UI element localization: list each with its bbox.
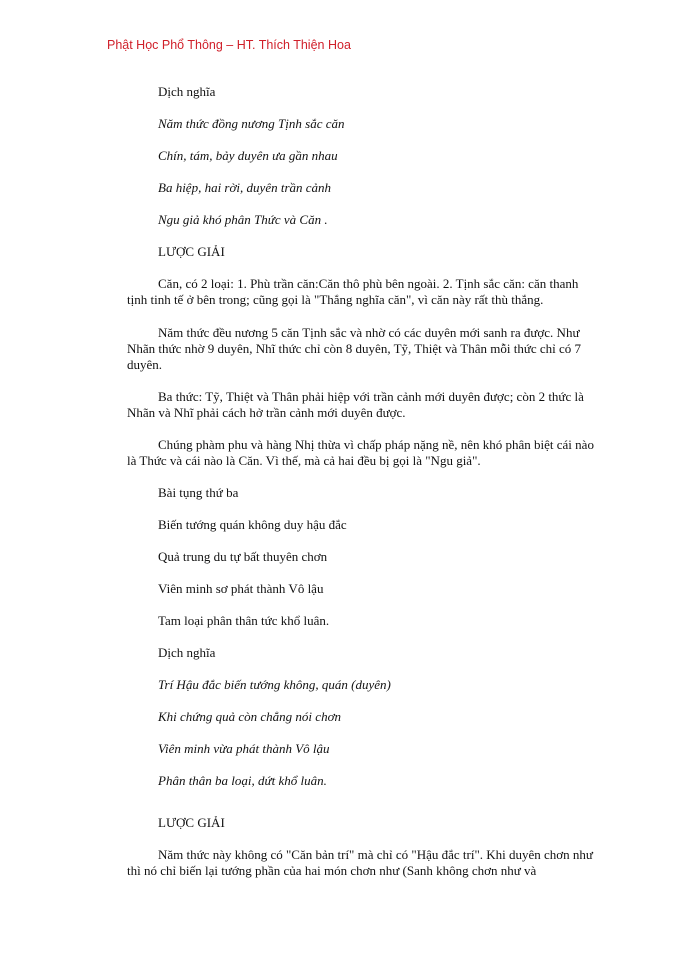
verse-line: Viên minh sơ phát thành Vô lậu [158, 581, 324, 596]
verse-line: Phân thân ba loại, dứt khổ luân. [158, 773, 327, 788]
commentary-paragraph: Năm thức này không có "Căn bản trí" mà chỉ có "Hậu đắc trí". Khi duyên chơn như thì nó chỉ biến lại tướng phần của hai món chơn như (Sanh không chơn như và [127, 847, 593, 878]
commentary-heading: LƯỢC GIẢI [158, 815, 225, 830]
section-heading: Dịch nghĩa [158, 84, 216, 99]
running-header: Phật Học Phổ Thông – HT. Thích Thiện Hoa [107, 38, 351, 52]
verse-line: Ba hiệp, hai rời, duyên trần cảnh [158, 180, 332, 195]
verse-line: Trí Hậu đắc biến tướng không, quán (duyên) [158, 677, 391, 692]
verse-line: Khi chứng quả còn chẳng nói chơn [158, 709, 342, 724]
verse-line: Ngu giả khó phân Thức và Căn . [158, 212, 328, 227]
commentary-paragraph: Chúng phàm phu và hàng Nhị thừa vì chấp pháp nặng nề, nên khó phân biệt cái nào là Thức và cái nào là Căn. Vì thế, mà cả hai đều bị gọi là "Ngu giả". [127, 437, 594, 468]
verse-line: Chín, tám, bảy duyên ưa gần nhau [158, 148, 338, 163]
commentary-paragraph: Năm thức đều nương 5 căn Tịnh sắc và nhờ có các duyên mới sanh ra được. Như Nhãn thức nhờ 9 duyên, Nhĩ thức chỉ còn 8 duyên, Tỹ, Thiệt và Thân mỗi thức chỉ có 7 duyên. [127, 325, 582, 372]
commentary-heading: LƯỢC GIẢI [158, 244, 225, 259]
verse-line: Tam loại phân thân tức khổ luân. [158, 613, 330, 628]
verse-line: Viên minh vừa phát thành Vô lậu [158, 741, 330, 756]
section-heading: Dịch nghĩa [158, 645, 216, 660]
verse-line: Biến tướng quán không duy hậu đắc [158, 517, 347, 532]
verse-line: Quả trung du tự bất thuyên chơn [158, 549, 328, 564]
commentary-paragraph: Căn, có 2 loại: 1. Phù trần căn:Căn thô phù bên ngoài. 2. Tịnh sắc căn: căn thanh tịnh tinh tế ở bên trong; cũng gọi là "Thắng nghĩa căn", vì căn này rất thù thắng. [127, 276, 579, 307]
section-heading: Bài tụng thứ ba [158, 485, 239, 500]
commentary-paragraph: Ba thức: Tỹ, Thiệt và Thân phải hiệp với trần cảnh mới duyên được; còn 2 thức là Nhãn và Nhĩ phải cách hở trần cảnh mới duyên được. [127, 389, 584, 420]
verse-line: Năm thức đồng nương Tịnh sắc căn [158, 116, 345, 131]
